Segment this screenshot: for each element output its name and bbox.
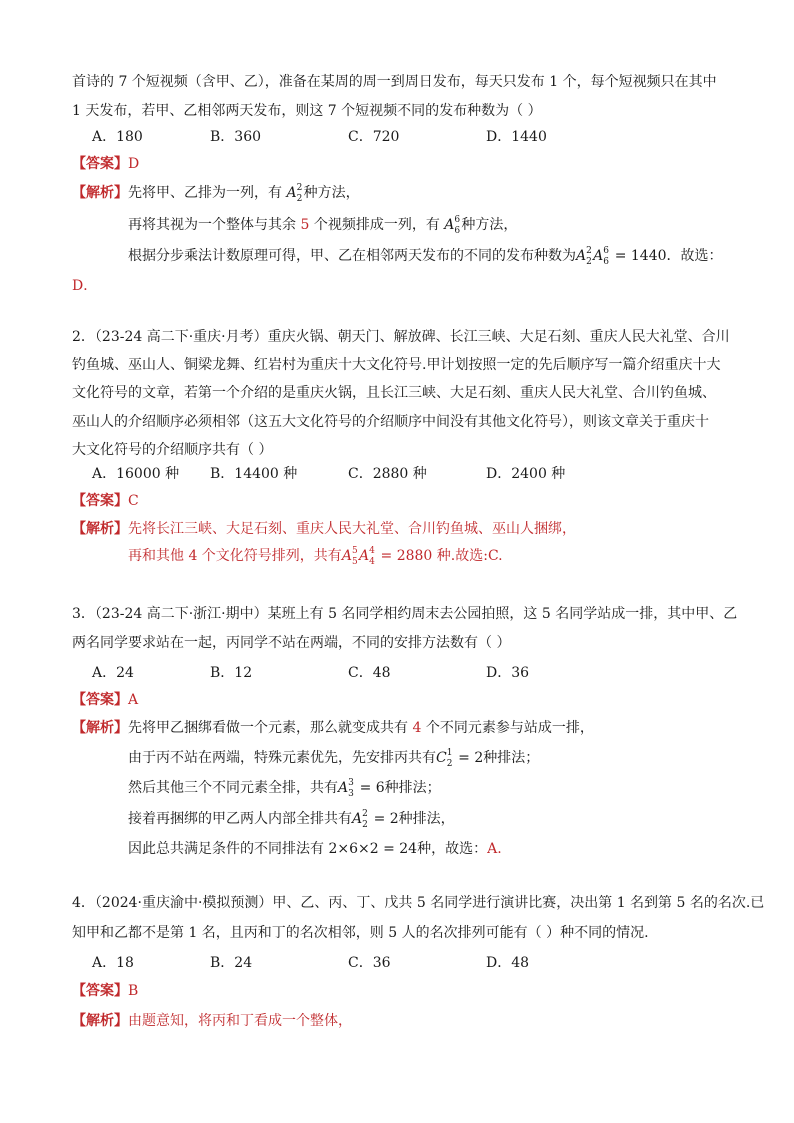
q1-stem-line1: 首诗的 7 个短视频（含甲、乙），准备在某周的周一到周日发布，每天只发布 1 个，每个短视频只在其中 xyxy=(72,74,717,90)
q2-analysis-line1: 【解析】先将长江三峡、大足石刻、重庆人民大礼堂、合川钓鱼城、巫山人捆绑， xyxy=(72,521,576,537)
q3-analysis-line3: 然后其他三个不同元素全排，共有A 3 3 = 6种排法； xyxy=(128,778,441,799)
q2-option-a: A．16000 种 xyxy=(92,466,180,482)
analysis-tag: 【解析】 xyxy=(72,720,128,736)
q1-analysis-line2: 再将其视为一个整体与其余 5 个视频排成一列，有 A 6 6 种方法， xyxy=(128,215,518,236)
answer-value: B xyxy=(128,983,139,999)
q2-stem-line2: 钓鱼城、巫山人、铜梁龙舞、红岩村为重庆十大文化符号.甲计划按照一定的先后顺序写一篇介绍重庆十大 xyxy=(72,357,721,373)
answer-tag: 【答案】 xyxy=(72,493,128,509)
q1-stem-line2: 1 天发布，若甲、乙相邻两天发布，则这 7 个短视频不同的发布种数为（ ） xyxy=(72,103,542,119)
answer-value: A xyxy=(128,692,139,708)
q3-analysis-line5: 因此总共满足条件的不同排法有 2×6×2 = 24种，故选：A. xyxy=(128,841,502,857)
q4-option-a: A．18 xyxy=(92,955,134,971)
answer-value: C xyxy=(128,493,139,509)
q3-answer xyxy=(72,690,138,710)
q1-option-c: C．720 xyxy=(348,129,400,145)
q3-analysis-line4: 接着再捆绑的甲乙两人内部全排共有A 2 2 = 2种排法， xyxy=(128,809,455,830)
answer-tag: 【答案】 xyxy=(72,983,128,999)
q4-answer xyxy=(72,981,138,1001)
q3-stem-line1: 3．（23-24 高二下·浙江·期中）某班上有 5 名同学相约周末去公园拍照，这 5 名同学站成一排，其中甲、乙 xyxy=(72,606,738,622)
q4-option-b: B．24 xyxy=(210,955,253,971)
q4-stem-line1: 4．（2024·重庆渝中·模拟预测）甲、乙、丙、丁、戊共 5 名同学进行演讲比赛，决出第 1 名到第 5 名的名次.已 xyxy=(72,895,765,911)
q1-analysis-line3: 根据分步乘法计数原理可得，甲、乙在相邻两天发布的不同的发布种数为A 2 2 A 6 6 = 1440．故选： xyxy=(128,246,723,267)
answer-tag: 【答案】 xyxy=(72,156,128,172)
perm-symbol: A 3 3 xyxy=(338,778,354,799)
q2-option-c: C．2880 种 xyxy=(348,466,427,482)
analysis-tag: 【解析】 xyxy=(72,1013,128,1029)
q2-stem-line1: 2．（23-24 高二下·重庆·月考）重庆火锅、朝天门、解放碑、长江三峡、大足石刻、重庆人民大礼堂、合川 xyxy=(72,329,730,345)
q3-option-c: C．48 xyxy=(348,665,391,681)
analysis-tag: 【解析】 xyxy=(72,185,128,201)
q4-option-d: D．48 xyxy=(486,955,530,971)
q2-stem-line5: 大文化符号的介绍顺序共有（ ） xyxy=(72,442,273,458)
q3-stem-line2: 两名同学要求站在一起，丙同学不站在两端，不同的安排方法数有（ ） xyxy=(72,635,511,651)
q1-option-b: B．360 xyxy=(210,129,262,145)
perm-symbol: A 2 2 xyxy=(352,809,368,830)
q3-option-a: A．24 xyxy=(92,665,134,681)
q2-option-d: D．2400 种 xyxy=(486,466,566,482)
q1-option-a: A．180 xyxy=(92,129,143,145)
comb-symbol: C 1 2 xyxy=(436,748,453,769)
perm-product: A 2 2 A 6 6 xyxy=(576,246,609,267)
q2-analysis-line2: 再和其他 4 个文化符号排列，共有A 5 5 A 4 4 = 2880 种.故选:C. xyxy=(128,546,503,567)
q4-option-c: C．36 xyxy=(348,955,391,971)
q2-stem-line4: 巫山人的介绍顺序必须相邻（这五大文化符号的介绍顺序中间没有其他文化符号），则该文章关于重庆十 xyxy=(72,414,709,430)
q4-analysis-line1: 【解析】由题意知，将丙和丁看成一个整体， xyxy=(72,1013,352,1029)
q3-option-d: D．36 xyxy=(486,665,530,681)
perm-product: A 5 5 A 4 4 xyxy=(341,546,375,567)
q3-option-b: B．12 xyxy=(210,665,253,681)
q1-option-d: D．1440 xyxy=(486,129,547,145)
analysis-tag: 【解析】 xyxy=(72,521,128,537)
q2-option-b: B．14400 种 xyxy=(210,466,298,482)
q1-answer xyxy=(72,154,139,174)
answer-tag: 【答案】 xyxy=(72,692,128,708)
perm-symbol: A 6 6 xyxy=(444,215,461,236)
perm-symbol: A 2 2 xyxy=(286,183,303,204)
q3-analysis-line2: 由于丙不站在两端，特殊元素优先，先安排丙共有C 1 2 = 2种排法； xyxy=(128,748,540,769)
q4-stem-line2: 知甲和乙都不是第 1 名，且丙和丁的名次相邻，则 5 人的名次排列可能有（ ）种不同的情况. xyxy=(72,925,649,941)
q1-analysis-line4: D． xyxy=(72,278,98,294)
q2-stem-line3: 文化符号的文章，若第一个介绍的是重庆火锅，且长江三峡、大足石刻、重庆人民大礼堂、合川钓鱼城、 xyxy=(72,385,716,401)
answer-value: D xyxy=(128,156,140,172)
q3-analysis-line1: 【解析】先将甲乙捆绑看做一个元素，那么就变成共有 4 个不同元素参与站成一排， xyxy=(72,720,594,736)
q1-analysis-line1: 【解析】先将甲、乙排为一列，有 A 2 2 种方法， xyxy=(72,183,360,204)
q2-answer xyxy=(72,491,139,511)
